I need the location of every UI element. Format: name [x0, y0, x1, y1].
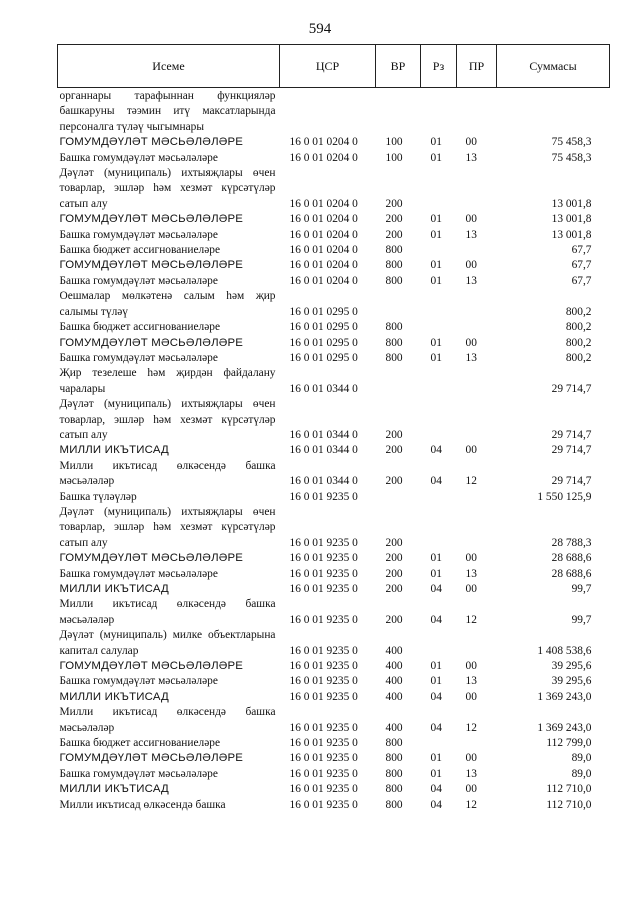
cell-sum: 29 714,7 — [551, 475, 592, 488]
cell-csr: 16 0 01 9235 0 — [289, 644, 358, 657]
table-row — [58, 166, 610, 212]
cell-pr: 13 — [465, 151, 477, 164]
cell-sum: 39 295,6 — [551, 675, 592, 688]
cell-pr: 00 — [465, 660, 477, 673]
cell-name: Башка гомумдәүләт мәсьәләләре — [59, 274, 218, 287]
cell-name: МИЛЛИ ИКЪТИСАД — [59, 783, 169, 796]
table-row — [58, 567, 610, 582]
cell-rz: 01 — [430, 752, 442, 765]
cell-pr: 13 — [465, 351, 477, 364]
table-row — [58, 736, 610, 751]
cell-rz: 01 — [430, 228, 442, 241]
table-row — [58, 443, 610, 458]
cell-pr — [457, 243, 497, 258]
cell-rz — [421, 736, 457, 751]
cell-vr: 200 — [385, 552, 403, 565]
cell-sum: 28 688,6 — [551, 567, 592, 580]
cell-csr: 16 0 01 9235 0 — [289, 613, 358, 626]
table-row — [58, 628, 610, 659]
cell-rz: 04 — [430, 583, 442, 595]
cell-pr: 00 — [465, 690, 477, 703]
header-vr: ВР — [376, 45, 421, 88]
cell-name: Милли икътисад өлкәсендә башка — [59, 798, 226, 811]
cell-csr: 16 0 01 9235 0 — [289, 783, 358, 796]
cell-sum: 800,2 — [565, 305, 592, 318]
cell-vr: 800 — [385, 783, 403, 796]
cell-pr — [457, 88, 497, 136]
cell-csr: 16 0 01 9235 0 — [289, 690, 358, 703]
cell-vr: 100 — [385, 151, 403, 164]
cell-rz: 01 — [430, 336, 442, 349]
cell-vr — [376, 366, 421, 397]
cell-rz: 04 — [430, 444, 442, 457]
cell-name: Милли икътисад өлкәсендә башка мәсьәләләр — [59, 459, 276, 488]
cell-rz: 04 — [430, 798, 442, 811]
table-row — [58, 674, 610, 689]
cell-rz: 04 — [430, 690, 442, 703]
cell-vr — [376, 490, 421, 505]
cell-rz — [421, 505, 457, 551]
cell-sum: 89,0 — [571, 767, 592, 780]
cell-csr: 16 0 01 0204 0 — [289, 197, 358, 210]
cell-rz: 04 — [430, 721, 442, 734]
cell-pr: 12 — [465, 613, 477, 626]
table-row — [58, 705, 610, 736]
cell-sum: 29 714,7 — [551, 428, 592, 441]
cell-csr: 16 0 01 0204 0 — [289, 213, 358, 226]
cell-csr: 16 0 01 9235 0 — [289, 767, 358, 780]
cell-rz: 01 — [430, 213, 442, 226]
cell-name: ГОМУМДӘҮЛӘТ МӘСЬӘЛӘЛӘРЕ — [59, 259, 244, 272]
cell-vr: 800 — [385, 767, 403, 780]
cell-vr: 800 — [385, 321, 403, 334]
cell-pr: 00 — [465, 552, 477, 565]
cell-csr: 16 0 01 0204 0 — [289, 136, 358, 149]
table-row — [58, 274, 610, 289]
cell-rz: 01 — [430, 767, 442, 780]
table-row — [58, 289, 610, 320]
header-sum: Суммасы — [497, 45, 610, 88]
cell-vr: 200 — [385, 213, 403, 226]
cell-csr: 16 0 01 9235 0 — [289, 798, 358, 811]
cell-pr: 00 — [465, 259, 477, 272]
cell-vr: 800 — [385, 752, 403, 765]
cell-rz — [421, 289, 457, 320]
cell-rz — [421, 243, 457, 258]
cell-name: Башка гомумдәүләт мәсьәләләре — [59, 675, 218, 688]
cell-rz — [421, 88, 457, 136]
cell-csr: 16 0 01 0344 0 — [289, 382, 358, 395]
cell-rz: 01 — [430, 567, 442, 580]
cell-name: МИЛЛИ ИКЪТИСАД — [59, 690, 169, 703]
cell-name: ГОМУМДӘҮЛӘТ МӘСЬӘЛӘЛӘРЕ — [59, 213, 244, 226]
table-row — [58, 782, 610, 797]
cell-sum — [497, 88, 610, 136]
cell-sum: 99,7 — [571, 613, 592, 626]
cell-sum: 67,7 — [571, 244, 592, 257]
table-row — [58, 243, 610, 258]
cell-name: Дәүләт (муниципаль) ихтыяҗлары өчен товарлар, эшләр һәм хезмәт күрсәтүләр сатып алу — [59, 398, 276, 441]
cell-csr: 16 0 01 0204 0 — [289, 274, 358, 287]
cell-name: Җир тезелеше һәм җирдән файдалану чаралары — [59, 367, 276, 395]
cell-vr: 800 — [385, 259, 403, 272]
cell-csr: 16 0 01 9235 0 — [289, 752, 358, 765]
cell-sum: 1 369 243,0 — [537, 721, 592, 734]
cell-name: ГОМУМДӘҮЛӘТ МӘСЬӘЛӘЛӘРЕ — [59, 752, 244, 765]
cell-pr — [457, 490, 497, 505]
cell-name: Башка гомумдәүләт мәсьәләләре — [59, 767, 218, 780]
cell-csr: 16 0 01 9235 0 — [289, 675, 358, 688]
cell-vr: 200 — [385, 428, 403, 441]
cell-rz: 01 — [430, 552, 442, 565]
cell-sum: 112 710,0 — [546, 798, 592, 811]
cell-csr: 16 0 01 0204 0 — [289, 151, 358, 164]
cell-rz — [421, 490, 457, 505]
budget-table — [57, 44, 610, 813]
cell-pr: 00 — [465, 783, 477, 796]
cell-sum: 112 799,0 — [546, 737, 592, 750]
cell-rz — [421, 397, 457, 443]
cell-vr: 800 — [385, 274, 403, 287]
table-body — [58, 88, 610, 814]
budget-table-container — [57, 44, 609, 813]
table-row — [58, 336, 610, 351]
cell-pr: 00 — [465, 752, 477, 765]
cell-vr: 400 — [385, 675, 403, 688]
cell-csr: 16 0 01 0344 0 — [289, 475, 358, 488]
cell-pr: 13 — [465, 228, 477, 241]
table-row — [58, 228, 610, 243]
cell-vr: 400 — [385, 690, 403, 703]
cell-vr: 200 — [385, 228, 403, 241]
cell-name: МИЛЛИ ИКЪТИСАД — [59, 444, 169, 457]
cell-csr: 16 0 01 9235 0 — [289, 552, 358, 565]
cell-csr: 16 0 01 0295 0 — [289, 321, 358, 334]
cell-name: Башка бюджет ассигнованиеләре — [59, 244, 221, 257]
cell-pr — [457, 289, 497, 320]
cell-csr: 16 0 01 9235 0 — [289, 660, 358, 673]
cell-pr: 12 — [465, 798, 477, 811]
cell-sum: 28 688,6 — [551, 552, 592, 565]
table-row — [58, 582, 610, 597]
cell-vr — [376, 289, 421, 320]
cell-vr: 200 — [385, 536, 403, 549]
cell-name: ГОМУМДӘҮЛӘТ МӘСЬӘЛӘЛӘРЕ — [59, 336, 244, 349]
table-row — [58, 690, 610, 705]
table-row — [58, 320, 610, 335]
cell-sum: 112 710,0 — [546, 783, 592, 796]
cell-sum: 13 001,8 — [551, 228, 592, 241]
cell-name: ГОМУМДӘҮЛӘТ МӘСЬӘЛӘЛӘРЕ — [59, 660, 244, 673]
cell-pr: 00 — [465, 336, 477, 349]
cell-name: органнары тарафыннан функцияләр башкаруны тәэмин итү максатларында персоналга түләү чыгымнары — [59, 90, 276, 133]
cell-pr: 00 — [465, 136, 477, 149]
cell-pr — [457, 628, 497, 659]
cell-pr: 13 — [465, 675, 477, 688]
header-rz: Рз — [421, 45, 457, 88]
cell-name: Башка түләүләр — [59, 490, 137, 503]
header-pr: ПР — [457, 45, 497, 88]
cell-name: Дәүләт (муниципаль) милке объектларына капитал салулар — [59, 629, 276, 657]
cell-vr: 800 — [385, 244, 403, 257]
table-row — [58, 751, 610, 766]
cell-rz: 01 — [430, 660, 442, 673]
table-row — [58, 551, 610, 566]
cell-rz: 01 — [430, 274, 442, 287]
cell-csr: 16 0 01 9235 0 — [289, 567, 358, 580]
cell-sum: 75 458,3 — [551, 151, 592, 164]
cell-sum: 99,7 — [571, 583, 592, 595]
cell-vr: 200 — [385, 197, 403, 210]
page-number: 594 — [308, 21, 332, 37]
cell-sum: 28 788,3 — [551, 536, 592, 549]
cell-csr: 16 0 01 0344 0 — [289, 428, 358, 441]
cell-vr: 800 — [385, 336, 403, 349]
cell-pr: 00 — [465, 213, 477, 226]
cell-sum: 29 714,7 — [551, 444, 592, 457]
cell-rz: 01 — [430, 136, 442, 149]
cell-sum: 39 295,6 — [551, 660, 592, 673]
cell-csr: 16 0 01 0295 0 — [289, 336, 358, 349]
cell-sum: 13 001,8 — [551, 213, 592, 226]
table-row — [58, 505, 610, 551]
cell-name: Башка гомумдәүләт мәсьәләләре — [59, 351, 218, 364]
cell-sum: 800,2 — [565, 336, 592, 349]
cell-csr: 16 0 01 9235 0 — [289, 490, 358, 503]
cell-vr: 800 — [385, 737, 403, 750]
cell-pr: 00 — [465, 444, 477, 457]
cell-vr: 400 — [385, 644, 403, 657]
cell-name: МИЛЛИ ИКЪТИСАД — [59, 583, 169, 595]
table-row — [58, 597, 610, 628]
cell-csr: 16 0 01 0295 0 — [289, 305, 358, 318]
cell-pr — [457, 397, 497, 443]
cell-vr: 200 — [385, 583, 403, 595]
cell-rz: 01 — [430, 151, 442, 164]
header-row — [58, 45, 610, 88]
header-csr: ЦСР — [280, 45, 376, 88]
cell-rz: 04 — [430, 475, 442, 488]
cell-name: Башка гомумдәүләт мәсьәләләре — [59, 567, 218, 580]
cell-name: Башка гомумдәүләт мәсьәләләре — [59, 151, 218, 164]
cell-pr: 13 — [465, 767, 477, 780]
cell-pr — [457, 320, 497, 335]
cell-vr: 200 — [385, 567, 403, 580]
cell-vr: 400 — [385, 721, 403, 734]
table-row — [58, 135, 610, 150]
table-row — [58, 151, 610, 166]
cell-csr: 16 0 01 0295 0 — [289, 351, 358, 364]
table-row — [58, 767, 610, 782]
cell-csr: 16 0 01 9235 0 — [289, 721, 358, 734]
cell-sum: 89,0 — [571, 752, 592, 765]
cell-name: Оешмалар мөлкәтенә салым һәм җир салымы түләү — [59, 290, 276, 318]
cell-sum: 13 001,8 — [551, 197, 592, 210]
cell-pr: 00 — [465, 583, 477, 595]
table-row — [58, 798, 610, 813]
cell-vr: 100 — [385, 136, 403, 149]
cell-pr — [457, 366, 497, 397]
cell-name: Дәүләт (муниципаль) ихтыяҗлары өчен товарлар, эшләр һәм хезмәт күрсәтүләр сатып алу — [59, 505, 276, 549]
cell-name: ГОМУМДӘҮЛӘТ МӘСЬӘЛӘЛӘРЕ — [59, 552, 244, 565]
cell-rz — [421, 320, 457, 335]
cell-rz: 04 — [430, 783, 442, 796]
cell-vr: 800 — [385, 798, 403, 811]
cell-name: Дәүләт (муниципаль) ихтыяҗлары өчен товарлар, эшләр һәм хезмәт күрсәтүләр сатып алу — [59, 167, 276, 210]
table-row — [58, 366, 610, 397]
cell-sum: 67,7 — [571, 259, 592, 272]
cell-csr: 16 0 01 0204 0 — [289, 244, 358, 257]
cell-csr: 16 0 01 0204 0 — [289, 228, 358, 241]
cell-rz: 01 — [430, 351, 442, 364]
cell-sum: 1 550 125,9 — [537, 490, 592, 503]
cell-vr: 200 — [385, 444, 403, 457]
cell-pr — [457, 505, 497, 551]
cell-pr: 13 — [465, 567, 477, 580]
table-row — [58, 659, 610, 674]
cell-sum: 800,2 — [565, 321, 592, 334]
cell-csr: 16 0 01 9235 0 — [289, 536, 358, 549]
cell-name: Башка бюджет ассигнованиеләре — [59, 321, 221, 334]
table-header — [58, 45, 610, 88]
cell-vr: 200 — [385, 475, 403, 488]
cell-rz: 01 — [430, 675, 442, 688]
cell-name: Милли икътисад өлкәсендә башка мәсьәләләр — [59, 598, 276, 626]
cell-rz: 04 — [430, 613, 442, 626]
cell-pr: 12 — [465, 475, 477, 488]
cell-vr: 200 — [385, 613, 403, 626]
table-row — [58, 490, 610, 505]
cell-rz — [421, 628, 457, 659]
cell-csr: 16 0 01 9235 0 — [289, 737, 358, 750]
cell-rz — [421, 366, 457, 397]
cell-pr: 12 — [465, 721, 477, 734]
cell-csr — [280, 88, 376, 136]
cell-sum: 1 408 538,6 — [537, 644, 592, 657]
cell-sum: 67,7 — [571, 274, 592, 287]
cell-csr: 16 0 01 9235 0 — [289, 583, 358, 595]
cell-vr — [376, 88, 421, 136]
cell-rz: 01 — [430, 259, 442, 272]
cell-name: Башка бюджет ассигнованиеләре — [59, 737, 221, 750]
cell-name: Башка гомумдәүләт мәсьәләләре — [59, 228, 218, 241]
table-row — [58, 397, 610, 443]
header-name: Исеме — [58, 45, 280, 88]
cell-pr: 13 — [465, 274, 477, 287]
cell-sum: 75 458,3 — [551, 136, 592, 149]
cell-vr: 400 — [385, 660, 403, 673]
cell-pr — [457, 736, 497, 751]
table-row — [58, 459, 610, 490]
cell-csr: 16 0 01 0344 0 — [289, 444, 358, 457]
cell-vr: 800 — [385, 351, 403, 364]
cell-name: Милли икътисад өлкәсендә башка мәсьәләләр — [59, 706, 276, 734]
cell-sum: 1 369 243,0 — [537, 690, 592, 703]
table-row — [58, 212, 610, 227]
cell-sum: 29 714,7 — [551, 382, 592, 395]
cell-sum: 800,2 — [565, 351, 592, 364]
cell-name: ГОМУМДӘҮЛӘТ МӘСЬӘЛӘЛӘРЕ — [59, 136, 244, 149]
table-row — [58, 351, 610, 366]
cell-csr: 16 0 01 0204 0 — [289, 259, 358, 272]
cell-rz — [421, 166, 457, 212]
table-row — [58, 258, 610, 273]
table-row — [58, 88, 610, 136]
cell-pr — [457, 166, 497, 212]
